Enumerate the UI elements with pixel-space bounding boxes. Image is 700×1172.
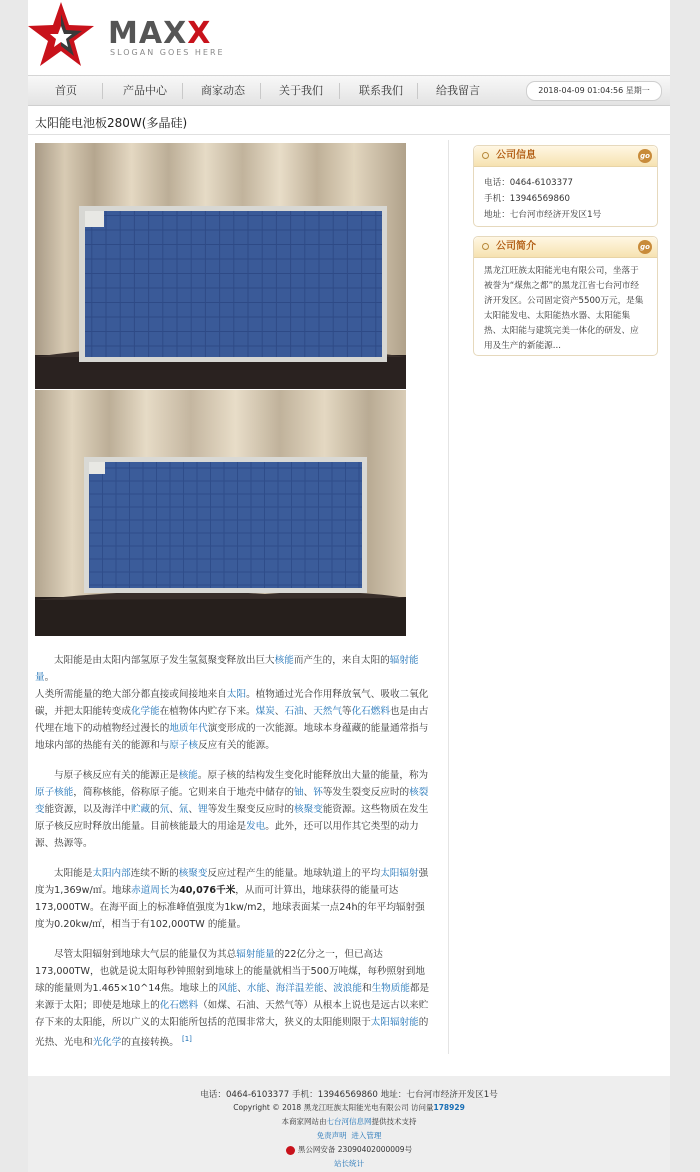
company-intro-box xyxy=(473,236,658,356)
article-link[interactable]: 原子核 xyxy=(169,740,199,751)
nav-divider xyxy=(182,83,183,99)
admin-link[interactable]: 进入管理 xyxy=(351,1131,382,1140)
article-link[interactable]: 风能 xyxy=(218,983,238,994)
article-link[interactable]: 化石燃料 xyxy=(351,706,390,717)
article-paragraph: 与原子核反应有关的能源正是核能。原子核的结构发生变化时能释放出大量的能量，称为原子核能，简称核能，俗称原子能。它则来自于地壳中储存的铀、钚等发生裂变反应时的核裂变能资源，以及海洋中贮藏的氘、氚、锂等发生聚变反应时的核聚变能资源。这些物质在发生原子核反应时释放出能量。目前核能最大的用途是发电。此外，还可以用作其它类型的动力源、热源等。 xyxy=(35,770,429,849)
reference-link[interactable]: [1] xyxy=(181,1035,192,1043)
article-paragraph: 尽管太阳辐射到地球大气层的能量仅为其总辐射能量的22亿分之一，但已高达173,000TW，也就是说太阳每秒钟照射到地球上的能量就相当于500万吨煤，每秒照射到地球的能量则为1.465×10^14焦。地球上的风能、水能、海洋温差能、波浪能和生物质能都是来源于太阳；即使是地球上的化石燃料（如煤、石油、天然气等）从根本上说也是远古以来贮存下来的太阳能，所以广义的太阳能所包括的范围非常大，狭义的太阳能则限于太阳辐射能的光热、光电和光化学的直接转换。 [1] xyxy=(35,949,430,1049)
article-paragraph: 人类所需能量的绝大部分都直接或间接地来自太阳。植物通过光合作用释放氧气、吸收二氧化碳，并把太阳能转变成化学能在植物体内贮存下来。煤炭、石油、天然气等化石燃料也是由古代埋在地下的动植物经过漫长的地质年代演变形成的一次能源。地球本身蕴藏的能量通常指与地球内部的热能有关的能源和与原子核反应有关的能源。 xyxy=(35,689,429,751)
article-link[interactable]: 核裂变 xyxy=(35,787,429,815)
article-link[interactable]: 生物质能 xyxy=(371,983,410,994)
page-title: 太阳能电池板280W(多晶硅) xyxy=(35,116,188,130)
product-image xyxy=(35,390,406,636)
article-link[interactable]: 地质年代 xyxy=(169,723,208,734)
article-link[interactable]: 核聚变 xyxy=(294,804,323,815)
article-link[interactable]: 太阳内部 xyxy=(92,868,131,879)
logo-star-icon xyxy=(28,0,98,70)
footer-stats xyxy=(28,1158,670,1169)
footer-contact: 电话：0464-6103377 手机：13946569860 地址：七台河市经济开发区1号 xyxy=(200,1090,498,1100)
company-intro-text: 黑龙江旺族太阳能光电有限公司，坐落于被誉为“煤焦之都”的黑龙江省七台河市经济开发区。公司固定资产5500万元，是集太阳能发电、太阳能热水器、太阳能集热、太阳能与建筑完美一体化的研发、应用及生产的新能源... xyxy=(484,266,644,351)
footer xyxy=(28,1076,670,1172)
article-link[interactable]: 煤炭 xyxy=(255,706,275,717)
more-icon[interactable]: go xyxy=(638,240,652,254)
article-link[interactable]: 辐射能量 xyxy=(236,949,275,960)
nav-divider xyxy=(339,83,340,99)
main-nav xyxy=(28,75,670,106)
nav-divider xyxy=(417,83,418,99)
article-link[interactable]: 天然气 xyxy=(313,706,342,717)
product-image xyxy=(35,143,406,389)
nav-about[interactable]: 关于我们 xyxy=(279,84,323,97)
footer-copyright: Copyright © 2018 黑龙江旺族太阳能光电有限公司 访问量178929 xyxy=(233,1103,465,1112)
company-info-body xyxy=(474,167,657,231)
nav-home[interactable]: 首页 xyxy=(55,84,77,97)
article-link[interactable]: 太阳 xyxy=(226,689,247,700)
article-body xyxy=(35,652,431,1064)
footer-support: 本商家网站由七台河信息网提供技术支持 xyxy=(281,1117,417,1126)
datetime-display: 2018-04-09 01:04:56 星期一 xyxy=(526,81,662,101)
nav-message[interactable]: 给我留言 xyxy=(436,84,480,97)
footer-police: 黑公网安备 23090402000009号 xyxy=(28,1144,670,1155)
title-bar xyxy=(28,108,670,135)
article-link[interactable]: 铀 xyxy=(294,787,304,798)
article-link[interactable]: 太阳辐射能 xyxy=(370,1017,419,1028)
nav-divider xyxy=(102,83,103,99)
company-intro-header xyxy=(474,237,657,258)
stats-link[interactable]: 站长统计 xyxy=(334,1159,364,1168)
bullet-icon xyxy=(482,152,489,159)
company-intro-title: 公司简介 xyxy=(496,241,536,252)
column-divider xyxy=(448,140,449,1054)
nav-divider xyxy=(260,83,261,99)
article-link[interactable]: 发电 xyxy=(246,821,266,832)
nav-products[interactable]: 产品中心 xyxy=(123,84,167,97)
article-paragraph: 太阳能是由太阳内部氢原子发生氢氦聚变释放出巨大核能而产生的，来自太阳的辐射能量。 xyxy=(35,655,419,683)
article-link[interactable]: 辐射能量 xyxy=(35,655,419,683)
article-link[interactable]: 氚 xyxy=(178,804,189,815)
logo-slogan: SLOGAN GOES HERE xyxy=(110,48,225,57)
header xyxy=(28,0,670,72)
company-info-title: 公司信息 xyxy=(496,150,536,161)
article-link[interactable]: 核聚变 xyxy=(178,868,208,879)
article-link[interactable]: 海洋温差能 xyxy=(275,983,324,994)
disclaimer-link[interactable]: 免责声明 xyxy=(316,1131,347,1140)
logo-text[interactable]: MAXX xyxy=(108,16,212,51)
company-phone: 电话：0464-6103377 xyxy=(484,178,574,188)
article-link[interactable]: 波浪能 xyxy=(333,983,362,994)
article-link[interactable]: 氘 xyxy=(159,804,170,815)
bullet-icon xyxy=(482,243,489,250)
nav-contact[interactable]: 联系我们 xyxy=(359,84,403,97)
nav-news[interactable]: 商家动态 xyxy=(201,84,245,97)
visit-counter: 178929 xyxy=(433,1103,465,1112)
company-address: 地址：七台河市经济开发区1号 xyxy=(484,210,602,220)
article-link[interactable]: 光化学 xyxy=(92,1037,122,1049)
article-link[interactable]: 原子核能 xyxy=(35,787,74,798)
article-link[interactable]: 贮藏 xyxy=(130,804,151,815)
article-link[interactable]: 核能 xyxy=(178,770,198,781)
more-icon[interactable]: go xyxy=(638,149,652,163)
article-link[interactable]: 钚 xyxy=(313,787,323,798)
company-mobile: 手机：13946569860 xyxy=(484,194,570,204)
footer-links xyxy=(28,1130,670,1141)
article-paragraph: 太阳能是太阳内部连续不断的核聚变反应过程产生的能量。地球轨道上的平均太阳辐射强度为1,369w/㎡。地球赤道周长为40,076千米，从而可计算出，地球获得的能量可达173,000TW。在海平面上的标准峰值强度为1kw/m2，地球表面某一点24h的年平均辐射强度为0.20kw/㎡，相当于有102,000TW 的能量。 xyxy=(35,868,429,930)
article-link[interactable]: 核能 xyxy=(274,655,294,666)
article-link[interactable]: 化石燃料 xyxy=(159,1000,199,1011)
article-link[interactable]: 太阳辐射 xyxy=(380,868,419,879)
company-info-box xyxy=(473,145,658,227)
page xyxy=(28,0,670,1172)
police-badge-icon xyxy=(286,1146,295,1155)
support-link[interactable]: 七台河信息网 xyxy=(326,1117,372,1126)
article-link[interactable]: 赤道周长 xyxy=(131,885,170,896)
article-link[interactable]: 化学能 xyxy=(130,706,160,717)
company-info-header xyxy=(474,146,657,167)
article-link[interactable]: 水能 xyxy=(246,983,267,994)
article-link[interactable]: 锂 xyxy=(198,804,208,815)
article-link[interactable]: 石油 xyxy=(284,706,304,717)
